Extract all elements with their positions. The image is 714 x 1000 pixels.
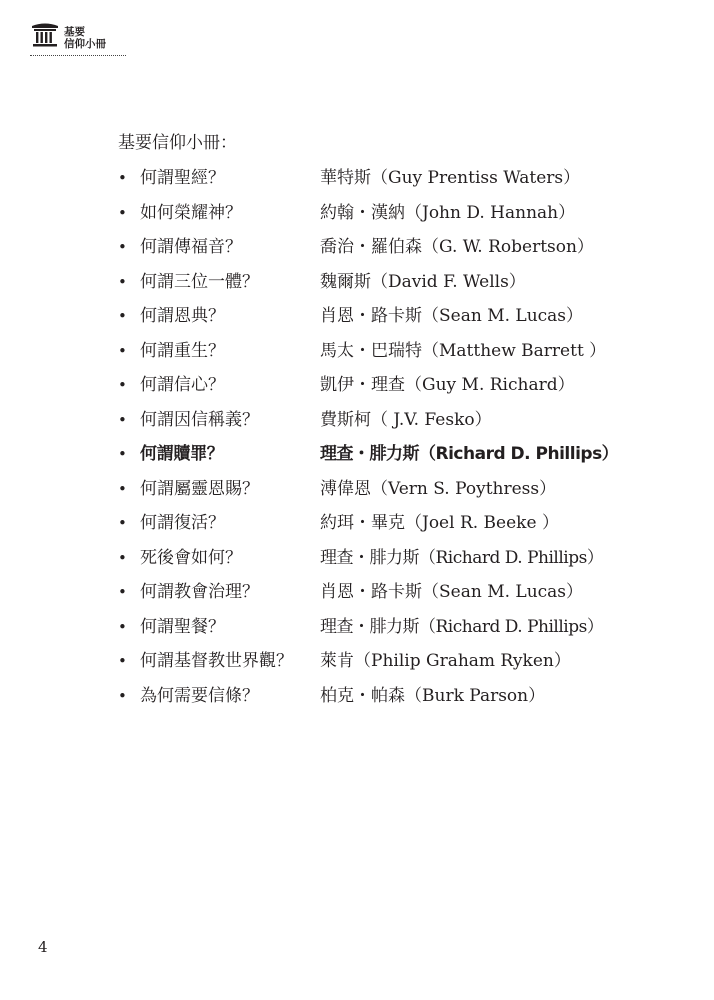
book-title: 何謂因信稱義？: [140, 409, 259, 430]
book-title: 何謂屬靈恩賜？: [140, 478, 259, 499]
bullet-icon: •: [118, 479, 127, 498]
list-title: 基要信仰小冊：: [118, 133, 237, 153]
page-number: 4: [38, 938, 48, 956]
book-author: 馬太・巴瑞特（Matthew Barrett ）: [320, 340, 607, 361]
series-name-line2: 信仰小冊: [64, 38, 106, 50]
book-author: 理查・腓力斯（Richard D. Phillips）: [320, 547, 604, 568]
list-item: [118, 299, 598, 334]
list-item: [118, 541, 604, 576]
bullet-icon: •: [118, 514, 127, 532]
book-author: 費斯柯（ J.V. Fesko）: [320, 409, 492, 430]
list-item: [118, 334, 607, 369]
bullet-icon: •: [118, 652, 127, 670]
book-title: 何謂基督教世界觀？: [140, 651, 293, 671]
book-author: 喬治・羅伯森（G. W. Robertson）: [320, 237, 594, 257]
series-name: [64, 26, 106, 50]
book-author: 理查・腓力斯（Richard D. Phillips）: [320, 616, 604, 637]
book-title: 何謂聖餐？: [140, 616, 225, 637]
series-name-line1: 基要: [64, 26, 85, 38]
bullet-icon: •: [118, 307, 127, 325]
book-author: 肖恩・路卡斯（Sean M. Lucas）: [320, 582, 584, 602]
book-title: 何謂重生？: [140, 340, 225, 361]
book-title: 如何榮耀神？: [140, 202, 242, 223]
book-title: 何謂三位一體？: [140, 271, 259, 292]
bullet-icon: •: [118, 341, 127, 360]
book-author: 約翰・漢納（John D. Hannah）: [320, 202, 576, 223]
book-title: 何謂信心？: [140, 375, 225, 395]
list-item: [118, 644, 598, 679]
book-author: 理查・腓力斯（Richard D. Phillips）: [320, 444, 619, 464]
book-title: 何謂恩典？: [140, 306, 225, 326]
bullet-icon: •: [118, 272, 127, 291]
bullet-icon: •: [118, 548, 127, 567]
book-author: 華特斯（Guy Prentiss Waters）: [320, 168, 581, 188]
bullet-icon: •: [118, 376, 127, 394]
header-divider: [30, 55, 126, 56]
list-item: [118, 506, 598, 541]
bullet-icon: •: [118, 686, 127, 705]
book-author: 魏爾斯（David F. Wells）: [320, 271, 526, 292]
bullet-icon: •: [118, 203, 127, 222]
list-item: [118, 472, 598, 507]
book-title: 何謂贖罪？: [140, 444, 224, 464]
list-item: [118, 679, 598, 714]
book-author: 約珥・畢克（Joel R. Beeke ）: [320, 513, 559, 533]
book-author: 肖恩・路卡斯（Sean M. Lucas）: [320, 306, 584, 326]
list-item: [118, 610, 604, 645]
book-title: 為何需要信條？: [140, 685, 259, 706]
list-item: [118, 437, 619, 472]
book-title: 何謂復活？: [140, 513, 225, 533]
bullet-icon: •: [118, 583, 127, 601]
running-header: [30, 20, 126, 60]
book-author: 萊肯（Philip Graham Ryken）: [320, 651, 571, 671]
list-item: [118, 575, 598, 610]
bullet-icon: •: [118, 445, 127, 463]
bullet-icon: •: [118, 410, 127, 429]
list-item: [118, 368, 598, 403]
list-item: [118, 403, 598, 438]
book-title: 死後會如何？: [140, 547, 242, 568]
bullet-icon: •: [118, 238, 127, 256]
list-item: [118, 196, 598, 231]
book-list-section: [118, 125, 619, 713]
list-item: [118, 161, 598, 196]
pillar-icon: [30, 22, 60, 48]
list-item: [118, 265, 598, 300]
book-list: [118, 161, 619, 713]
list-item: [118, 230, 598, 265]
book-title: 何謂聖經？: [140, 168, 225, 188]
book-title: 何謂傳福音？: [140, 237, 242, 257]
bullet-icon: •: [118, 617, 127, 636]
book-author: 溥偉恩（Vern S. Poythress）: [320, 478, 557, 499]
book-author: 柏克・帕森（Burk Parson）: [320, 685, 546, 706]
bullet-icon: •: [118, 169, 127, 187]
book-author: 凱伊・理查（Guy M. Richard）: [320, 375, 575, 395]
book-title: 何謂教會治理？: [140, 582, 259, 602]
